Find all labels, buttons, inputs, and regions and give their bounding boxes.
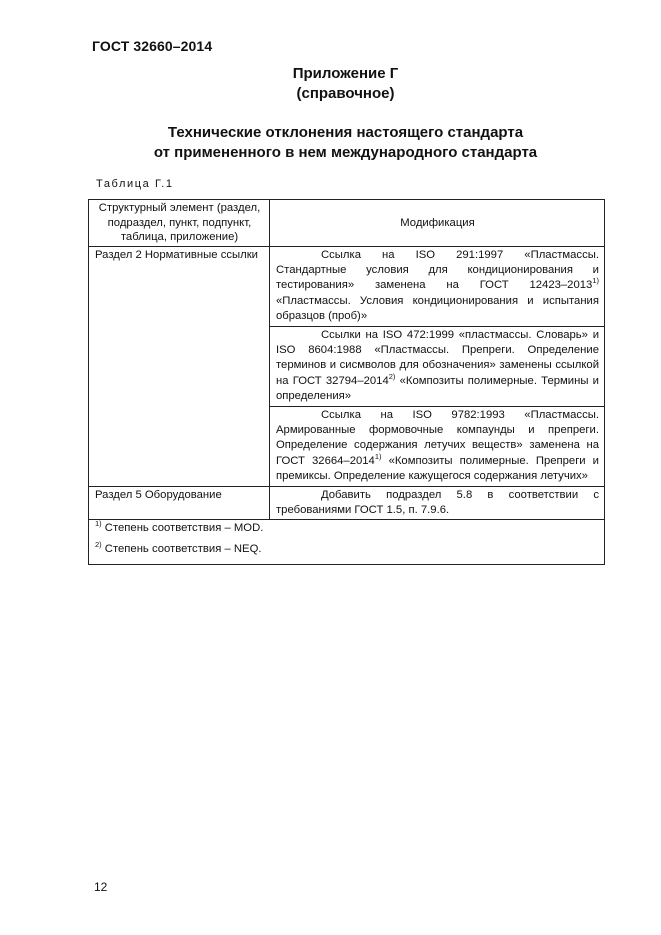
appendix-subtitle: (справочное): [296, 85, 395, 102]
modification-text: Ссылка на ISO 291:1997 «Пластмассы. Стандартные условия для кондиционирования и тестирования» заменена на ГОСТ 12423–2013: [276, 248, 599, 292]
footnote-text: Степень соответствия – MOD.: [101, 522, 264, 535]
footnote-mark: 2): [95, 540, 102, 550]
document-code: ГОСТ 32660–2014: [92, 38, 213, 54]
table-header-row: [89, 200, 605, 247]
modification-text-cont: «Композиты полимерные. Препреги и премиксы. Определение кажущегося содержания летучих»: [276, 454, 599, 483]
section-title-block: [0, 123, 661, 163]
modification-cell: [270, 406, 605, 486]
modification-text-cont: «Композиты полимерные. Термины и определения»: [276, 374, 599, 403]
row-section-label: Раздел 2 Нормативные ссылки: [89, 246, 270, 486]
modification-cell: [270, 246, 605, 326]
modification-cell: [270, 486, 605, 520]
row-section-label: Раздел 5 Оборудование: [89, 486, 270, 520]
table-notes: [89, 520, 605, 565]
table-notes-row: [89, 520, 605, 565]
deviations-table: [88, 199, 605, 565]
header-structural-element: Структурный элемент (раздел, подраздел, пункт, подпункт, таблица, приложение): [89, 200, 270, 247]
header-modification: Модификация: [270, 200, 605, 247]
footnote-mark: 1): [95, 519, 102, 529]
section-title-line1: Технические отклонения настоящего стандарта: [167, 124, 524, 141]
footnote-ref: 2): [388, 371, 396, 381]
page-number: 12: [94, 880, 108, 894]
modification-text: Ссылки на ISO 472:1999 «пластмассы. Словарь» и ISO 8604:1988 «Пластмассы. Препреги. Определение терминов и сисмволов для обозначения» заменены ссылкой на ГОСТ 32794–2014: [276, 328, 599, 387]
appendix-title-block: [0, 64, 661, 104]
appendix-title: Приложение Г: [292, 65, 399, 82]
section-title-line2: от примененного в нем международного стандарта: [153, 144, 538, 161]
table-row: [89, 246, 605, 326]
footnote-ref: 1): [374, 451, 382, 461]
modification-text: Ссылка на ISO 9782:1993 «Пластмассы. Армированные формовочные компаунды и препреги. Определение содержания летучих веществ» заменена на ГОСТ 32664–2014: [276, 408, 599, 467]
table-row: [89, 486, 605, 520]
modification-text: Добавить подраздел 5.8 в соответствии с требованиями ГОСТ 1.5, п. 7.9.6.: [276, 488, 599, 516]
table-caption: Таблица Г.1: [96, 178, 174, 190]
footnote-text: Степень соответствия – NEQ.: [101, 543, 262, 556]
footnote: [95, 521, 599, 536]
modification-text-cont: «Пластмассы. Условия кондиционирования и испытания образцов (проб)»: [276, 294, 599, 323]
modification-cell: [270, 326, 605, 406]
footnote: [95, 542, 599, 557]
footnote-ref: 1): [592, 276, 599, 286]
